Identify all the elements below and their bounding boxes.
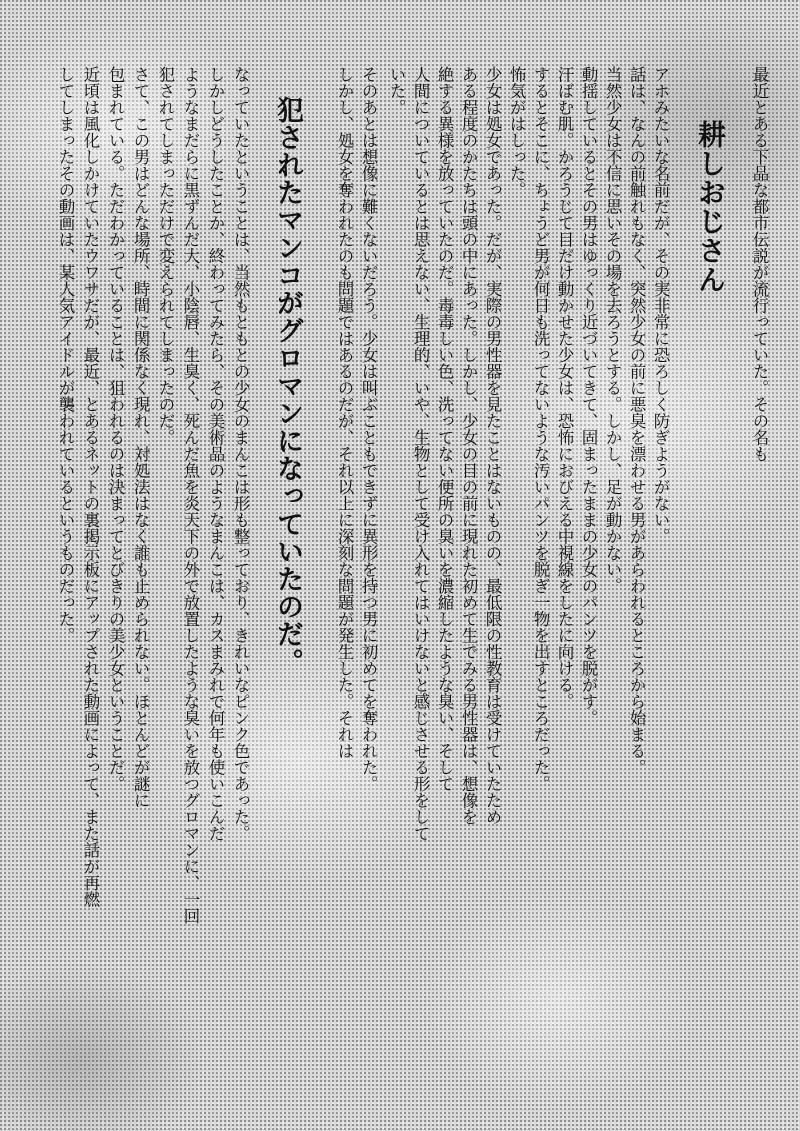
story-line: そのあとは想像に難くないだろう。少女は叫ぶこともできずに異形を持つ男に初めてを奪われた。 (359, 66, 378, 792)
aftermath-line: ようなまだらに黒ずんだ大、小陰唇、生臭く、死んだ魚を炎天下の外で放置したような臭いを放つグロマンに、一回 (181, 66, 200, 924)
story-line: 人間についているとは思えない、生理的、いや、生物として受け入れてはいけないと感じさせる形をして (411, 66, 430, 842)
story-line: いた。 (387, 66, 406, 116)
story-line: 少女は処女であった。だが、実際の男性器を見たことはないものの、最低限の性教育は受けていたため (483, 66, 502, 825)
story-line: 動揺しているとその男はゆっくり近づいてきて、固まったままの少女のパンツを脱がす。 (579, 66, 598, 726)
intro-line: 最近とある下品な都市伝説が流行っていた。その名も (750, 66, 769, 462)
story-line: アホみたいな名前だが、その実非常に恐ろしく防ぎようがない。 (651, 66, 670, 545)
aftermath-line: なっていたということは、当然もともとの少女のまんこは形も整っており、きれいなピンク色であった。 (231, 66, 250, 842)
headline: 犯されたマンコがグロマンになっていたのだ。 (272, 96, 303, 676)
story-line: 怖気がはしった。 (507, 66, 526, 198)
aftermath-line: 包まれている。ただわかっていることは、狙われるのは決まってとびきりの美少女ということだ。 (106, 66, 125, 792)
aftermath-line: 犯されてしまっただけで変えられてしまったのだ。 (156, 66, 175, 446)
aftermath-line: さて、この男はどんな場所、時間に関係なく現れ、対処法はなく誰も止められない。ほとんどが謎に (131, 66, 150, 809)
story-line: するとそこに、ちょうど男が何日も洗ってないような汚いパンツを脱ぎ一物を出すところだった。 (531, 66, 550, 792)
story-line: 汗ばむ肌。かろうじて目だけ動かせた少女は、恐怖におびえる中視線をしたに向ける。 (555, 66, 574, 710)
aftermath-line: 近頃は風化しかけていたウワサだが、最近、とあるネットの裏掲示板にアップされた動画によって、また話が再燃 (81, 66, 100, 908)
story-line: しかし、処女を奪われたのも問題ではあるのだが、それ以上に深刻な問題が発生した。それは (335, 66, 354, 759)
story-line: 話は、なんの前触れもなく、突然少女の前に悪臭を漂わせる男があらわれるところから始まる。 (627, 66, 646, 776)
story-line: ある程度のかたちは頭の中にあった。しかし、少女の目の前に現れた初めて生でみる男性器は、想像を (459, 66, 478, 825)
story-title: 耕しおじさん (694, 120, 727, 294)
story-line: 当然少女は不信に思いその場を去ろうとする。しかし、足が動かない。 (603, 66, 622, 594)
aftermath-line: しかしどうしたことか、終わってみたら、その美術品のようなまんこは、カスまみれで何年も使いこんだ (206, 66, 225, 842)
story-line: 絶する異様を放っていたのだ。毒毒しい色、洗ってない便所の臭いを濃縮したような臭い、そして (435, 66, 454, 792)
aftermath-line: してしまったその動画は、某人気アイドルが襲われているというものだった。 (56, 66, 75, 644)
